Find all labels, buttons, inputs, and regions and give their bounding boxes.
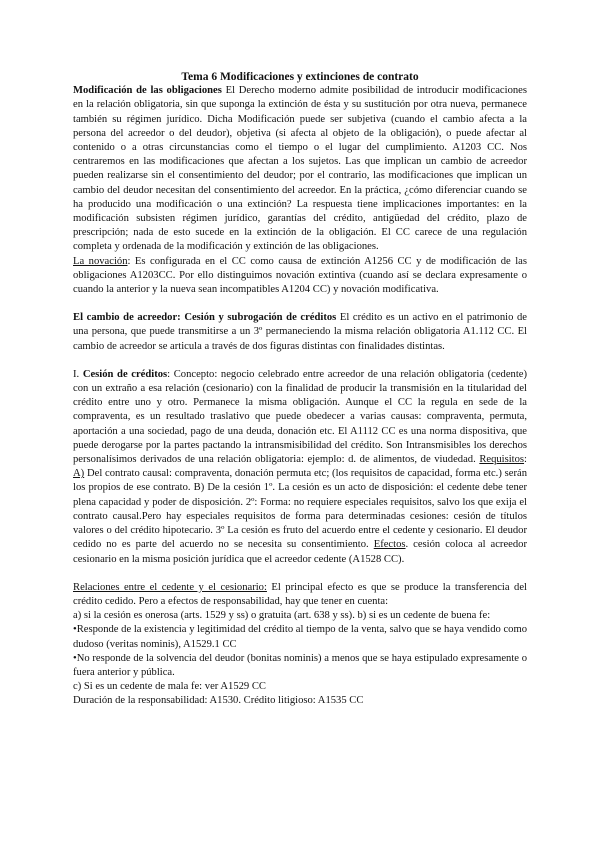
heading-efectos: Efectos [373, 539, 406, 551]
text-modificacion: El Derecho moderno admite posibilidad de introducir modificaciones en la relación obligatoria, sin que suponga la extinción de ésta y su sustitución por otra nueva, permanece también su régimen jurídico. Dicha Modificación puede ser subjetiva (cuando el cambio afecta a la persona del acreedor o del deudor), objetiva (si afecta al objeto de la obligación), o puede afectar al contenido o a otras circunstancias como el tiempo o el lugar del cumplimiento. A1203 CC. Nos centraremos en las modificaciones que afectan a los sujetos. Las que implican un cambio de acreedor pueden realizarse sin el consentimiento del deudor; por el contrario, las modificaciones que implican un cambio del deudor necesitan del consentimiento del acreedor. En la práctica, ¿cómo diferenciar cuando se ha producido una modificación o una extinción? La respuesta tiene implicaciones importantes: en la modificación subsisten régimen jurídico, garantías del crédito, antigüedad del crédito, plazo de prescripción; nada de esto sucede en la extinción de la obligación. El CC carece de una regulación completa y ordenada de la modificación y extinción de las obligaciones. [73, 85, 527, 253]
relaciones-line: Duración de la responsabilidad: A1530. Crédito litigioso: A1535 CC [73, 695, 364, 707]
text-cesion-3: Del contrato causal: compraventa, donación permuta etc; (los requisitos de capacidad, forma etc.) serán los propios de ese contrato. B) De la cesión 1º. La cesión es un acto de disposición: el cedente debe tener plena capacidad y poder de disposición. 2º: Forma: no requiere especiales requisitos, salvo los que exija el contrato causal.Pero hay especiales requisitos de forma para determinadas cesiones: cesión de títulos valores o del crédito hipotecario. 3º La cesión es fruto del acuerdo entre el cedente y cesionario. El deudor cedido no es parte del acuerdo no se necesita su consentimiento. [73, 468, 527, 551]
heading-relaciones: Relaciones entre el cedente y el cesionario: [73, 581, 267, 593]
paragraph-relaciones [73, 581, 527, 609]
heading-requisitos: Requisitos [479, 454, 525, 466]
text-cesion-1: : Concepto: negocio celebrado entre acreedor de una relación obligatoria (cedente) con un extraño a esa relación (cesionario) con la finalidad de producir la transmisión en la titularidad del crédito entre uno y otro. Permanece la misma obligación. Aunque el CC la regula en sede de la compraventa, es un resultado traslativo que puede obedecer a varias causas: compraventa, permuta, aportación a una sociedad, pago de una deuda, donación etc. El A1112 CC es una norma dispositiva, que puede derogarse por la partes pactando la intransmisibilidad del crédito. Son Intransmisibles los derechos personalísimos derivados de una relación obligatoria: ejemplo: d. de alimentos, de viudedad. [73, 368, 527, 466]
paragraph-modificacion [73, 84, 527, 254]
text-relaciones: El principal efecto es que se produce la transferencia del crédito cedido. Pero a efectos de responsabilidad, hay que tener en cuenta: [73, 581, 528, 607]
paragraph-novacion [73, 255, 527, 298]
relaciones-line: •Responde de la existencia y legitimidad del crédito al tiempo de la venta, salvo que se haya vendido como dudoso (veritas nominis), A1529.1 CC [73, 624, 527, 650]
document-title: Tema 6 Modificaciones y extinciones de contrato [181, 71, 419, 83]
text-cambio-acreedor: El crédito es un activo en el patrimonio de una persona, que puede transmitirse a un 3º permaneciendo la misma relación obligatoria A1.112 CC. El cambio de acreedor se articula a través de dos figuras distintas con finalidades distintas. [73, 312, 527, 352]
text-novacion: : Es configurada en el CC como causa de extinción A1256 CC y de modificación de las obligaciones A1203CC. Por ello distinguimos novación extintiva (cuando así se declara expresamente o cuando la anterior y la nueva sean incompatibles A1204 CC) y novación modificativa. [73, 255, 527, 296]
heading-cesion: Cesión de créditos [82, 368, 168, 380]
relaciones-line: a) si la cesión es onerosa (arts. 1529 y ss) o gratuita (art. 638 y ss). b) si es un cedente de buena fe: [73, 610, 491, 622]
paragraph-cambio-acreedor [73, 311, 527, 354]
heading-novacion: La novación [73, 255, 128, 267]
paragraph-cesion [73, 368, 527, 567]
relaciones-line: c) Si es un cedente de mala fe: ver A1529 CC [73, 681, 266, 693]
relaciones-line: •No responde de la solvencia del deudor (bonitas nominis) a menos que se haya estipulado expresamente o fuera anterior y pública. [73, 652, 527, 678]
text-cesion-2: : [524, 454, 527, 466]
section-number: I. [73, 368, 83, 380]
label-requisitos-a: A) [73, 468, 85, 480]
document-page [73, 70, 527, 709]
heading-cambio-acreedor: El cambio de acreedor: Cesión y subrogación de créditos [73, 312, 337, 324]
heading-modificacion: Modificación de las obligaciones [73, 85, 222, 97]
text-cesion-4: . cesión coloca al acreedor cesionario en la misma posición jurídica que el acreedor cedente (A1528 CC). [73, 539, 527, 565]
